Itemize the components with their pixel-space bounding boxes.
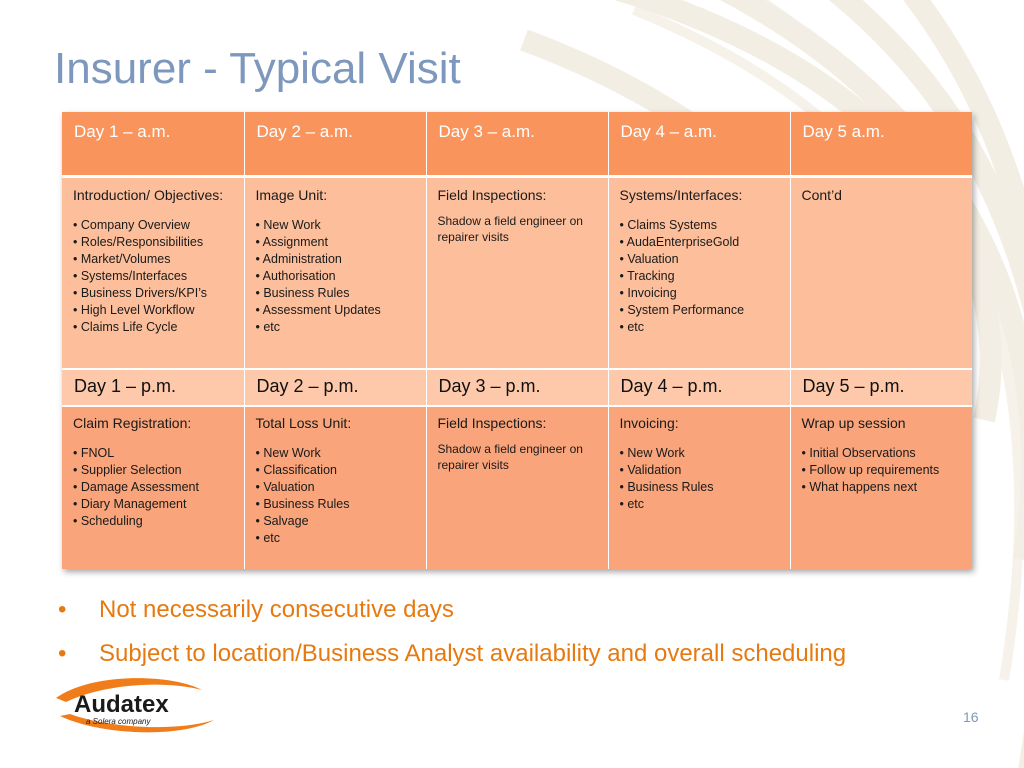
cell-item: • etc: [255, 319, 281, 334]
cell-title: Introduction/ Objectives:: [73, 186, 224, 203]
pm-body-row: [62, 406, 972, 569]
cell-title: Field Inspections:: [437, 186, 547, 203]
cell-title: Invoicing:: [619, 415, 679, 431]
slide-title: Insurer - Typical Visit: [54, 44, 461, 93]
pm-header-cell: Day 2 – p.m.: [244, 369, 426, 406]
cell-item: • Salvage: [255, 514, 309, 528]
am-header-cell: Day 2 – a.m.: [244, 112, 426, 176]
cell-title: Field Inspections:: [437, 415, 547, 431]
cell-item: • System Performance: [619, 302, 745, 317]
cell-item: • Administration: [255, 251, 342, 266]
pm-cell: [790, 406, 972, 569]
am-header-cell: Day 5 a.m.: [790, 112, 972, 176]
cell-item: • New Work: [619, 446, 685, 460]
pm-cell: [426, 406, 608, 569]
cell-item: • Assignment: [255, 234, 328, 249]
pm-cell: [244, 406, 426, 569]
cell-item: • Classification: [255, 463, 337, 477]
bullet-text: Not necessarily consecutive days: [99, 596, 454, 623]
pm-header-cell: Day 5 – p.m.: [790, 369, 972, 406]
cell-title: Cont’d: [801, 186, 842, 203]
cell-item: • Validation: [619, 463, 682, 477]
cell-item: • etc: [619, 319, 645, 334]
audatex-logo: [52, 676, 222, 736]
cell-item: • AudaEnterpriseGold: [619, 234, 740, 249]
pm-cell: [62, 406, 244, 569]
cell-item-list: [73, 445, 244, 530]
am-cell: [62, 176, 244, 369]
cell-item: • New Work: [255, 217, 321, 232]
am-header-cell: Day 1 – a.m.: [62, 112, 244, 176]
cell-item-list: [620, 445, 790, 513]
pm-cell: [608, 406, 790, 569]
bullet-marker: •: [58, 596, 67, 623]
cell-item: • Claims Systems: [619, 217, 717, 232]
cell-item: • Damage Assessment: [73, 480, 199, 494]
cell-item: • Initial Observations: [801, 446, 916, 460]
cell-item: • Authorisation: [255, 268, 336, 283]
pm-header-cell: Day 1 – p.m.: [62, 369, 244, 406]
cell-title: Image Unit:: [255, 186, 328, 203]
cell-item: • Valuation: [619, 251, 679, 266]
cell-item-list: [256, 445, 426, 547]
bullet-text: Subject to location/Business Analyst availability and overall scheduling: [99, 640, 847, 667]
cell-item: • Market/Volumes: [73, 251, 171, 266]
am-cell: [244, 176, 426, 369]
cell-item: • Invoicing: [619, 285, 677, 300]
am-cell: [426, 176, 608, 369]
cell-item: • Diary Management: [73, 497, 187, 511]
bullet-list: [58, 588, 846, 676]
cell-title: Wrap up session: [801, 415, 906, 431]
am-header-cell: Day 4 – a.m.: [608, 112, 790, 176]
svg-text:a Solera company: a Solera company: [86, 717, 151, 726]
pm-header-row: [62, 369, 972, 406]
cell-item-list: [256, 217, 426, 336]
cell-title: Total Loss Unit:: [255, 415, 352, 431]
cell-item: • High Level Workflow: [73, 302, 195, 317]
cell-item: • Systems/Interfaces: [73, 268, 188, 283]
cell-item: • Business Rules: [255, 285, 350, 300]
cell-item: • Tracking: [619, 268, 675, 283]
pm-header-cell: Day 3 – p.m.: [426, 369, 608, 406]
am-cell: [608, 176, 790, 369]
page-number: 16: [963, 709, 979, 725]
cell-note: Shadow a field engineer on repairer visits: [437, 213, 583, 244]
cell-item: • Business Rules: [619, 480, 714, 494]
cell-item: • Company Overview: [73, 217, 190, 232]
cell-note: Shadow a field engineer on repairer visits: [437, 442, 583, 472]
schedule-table: [62, 112, 972, 569]
cell-item-list: [73, 217, 244, 336]
cell-item-list: [802, 445, 973, 496]
cell-item-list: [620, 217, 790, 336]
bullet-marker: •: [58, 640, 67, 667]
cell-item: • New Work: [255, 446, 321, 460]
am-header-row: [62, 112, 972, 176]
cell-item: • Scheduling: [73, 514, 143, 528]
cell-item: • Assessment Updates: [255, 302, 381, 317]
am-header-cell: Day 3 – a.m.: [426, 112, 608, 176]
cell-item: • Supplier Selection: [73, 463, 182, 477]
cell-item: • FNOL: [73, 446, 115, 460]
cell-item: • What happens next: [801, 480, 918, 494]
cell-item: • Follow up requirements: [801, 463, 940, 477]
bullet-item: [58, 588, 846, 632]
svg-text:Audatex: Audatex: [74, 691, 169, 718]
am-cell: [790, 176, 972, 369]
cell-item: • etc: [619, 497, 645, 511]
cell-item: • Claims Life Cycle: [73, 319, 178, 334]
cell-item: • Business Rules: [255, 497, 350, 511]
cell-title: Systems/Interfaces:: [619, 186, 743, 203]
am-body-row: [62, 176, 972, 369]
cell-item: • Valuation: [255, 480, 315, 494]
pm-header-cell: Day 4 – p.m.: [608, 369, 790, 406]
cell-item: • Business Drivers/KPI’s: [73, 285, 208, 300]
cell-item: • etc: [255, 531, 281, 545]
bullet-item: [58, 632, 846, 676]
cell-title: Claim Registration:: [73, 415, 192, 431]
cell-item: • Roles/Responsibilities: [73, 234, 204, 249]
